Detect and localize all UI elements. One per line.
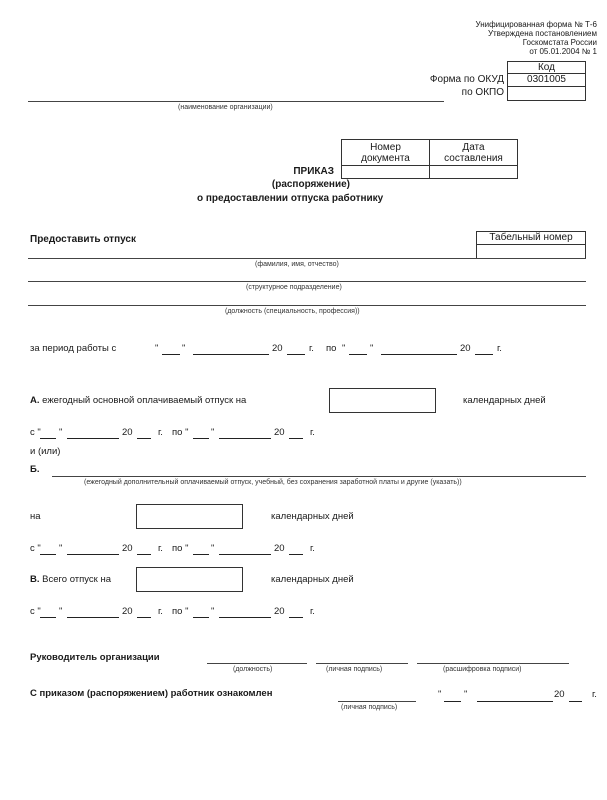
head-decoding-caption: (расшифровка подписи) [443, 666, 522, 673]
section-a-from-month[interactable] [67, 438, 119, 439]
grant-leave-label: Предоставить отпуск [30, 234, 136, 245]
head-of-organization-label: Руководитель организации [30, 652, 160, 663]
department-caption: (структурное подразделение) [246, 284, 342, 291]
section-a-to-year[interactable] [289, 438, 303, 439]
acquainted-month[interactable] [477, 701, 553, 702]
period-to-month[interactable] [381, 354, 457, 355]
period-from-month[interactable] [193, 354, 269, 355]
authority-text: Госкомстата России [522, 38, 597, 47]
period-to-day[interactable] [349, 354, 367, 355]
doc-date-field[interactable] [429, 165, 518, 179]
doc-date-header: Дата составления [429, 139, 518, 166]
section-a-days-label: календарных дней [463, 395, 546, 406]
doc-number-header: Номер документа [341, 139, 430, 166]
section-v-letter: В. [30, 574, 40, 585]
department-field[interactable] [28, 281, 586, 282]
section-a-from-year[interactable] [137, 438, 151, 439]
code-header-cell: Код [507, 61, 586, 74]
section-b-letter: Б. [30, 464, 40, 475]
okud-label: Форма по ОКУД [429, 74, 504, 85]
okpo-code-cell[interactable] [507, 86, 586, 101]
approved-text: Утверждена постановлением [487, 29, 597, 38]
section-a-to-month[interactable] [219, 438, 271, 439]
section-b-type-field[interactable] [52, 476, 586, 477]
section-b-to-month[interactable] [219, 554, 271, 555]
fio-field[interactable] [28, 258, 586, 259]
head-signature-decoding-field[interactable] [417, 663, 569, 664]
organization-caption: (наименование организации) [178, 104, 273, 111]
section-v-from-year[interactable] [137, 617, 151, 618]
organization-name-field[interactable] [28, 101, 444, 102]
fio-caption: (фамилия, имя, отчество) [255, 261, 339, 268]
section-b-to-day[interactable] [193, 554, 209, 555]
form-header-info [475, 20, 597, 56]
doc-number-field[interactable] [341, 165, 430, 179]
head-signature-caption: (личная подпись) [326, 666, 383, 673]
head-signature-field[interactable] [316, 663, 408, 664]
section-b-from-month[interactable] [67, 554, 119, 555]
section-b-days-label: календарных дней [271, 511, 354, 522]
section-b-to-year[interactable] [289, 554, 303, 555]
form-name: Унифицированная форма № Т-6 [475, 20, 597, 29]
section-v-from-day[interactable] [40, 617, 56, 618]
section-v-days-label: календарных дней [271, 574, 354, 585]
work-period-label: за период работы с [30, 343, 117, 354]
acquainted-label: С приказом (распоряжением) работник ознакомлен [30, 688, 273, 699]
section-a-to-day[interactable] [193, 438, 209, 439]
section-a-label: А. ежегодный основной оплачиваемый отпуск на [30, 395, 247, 406]
period-to-year[interactable] [475, 354, 493, 355]
okpo-label: по ОКПО [461, 87, 504, 98]
tab-number-header: Табельный номер [476, 231, 586, 245]
section-a-days-input[interactable] [329, 388, 436, 413]
section-v-to-day[interactable] [193, 617, 209, 618]
section-v-to-year[interactable] [289, 617, 303, 618]
section-b-from-year[interactable] [137, 554, 151, 555]
okud-code-cell[interactable] [507, 73, 586, 87]
section-b-from-day[interactable] [40, 554, 56, 555]
order-subject: о предоставлении отпуска работнику [197, 193, 384, 204]
okud-value: 0301005 [527, 74, 566, 85]
tab-number-field[interactable] [476, 244, 586, 259]
period-from-year[interactable] [287, 354, 305, 355]
section-b-caption: (ежегодный дополнительный оплачиваемый отпуск, учебный, без сохранения заработной платы и другие (указать)) [84, 479, 462, 486]
position-caption: (должность (специальность, профессия)) [225, 308, 360, 315]
section-v-to-month[interactable] [219, 617, 271, 618]
order-subtitle: (распоряжение) [271, 179, 350, 190]
period-from-day[interactable] [162, 354, 180, 355]
employee-signature-field[interactable] [338, 701, 416, 702]
order-title: ПРИКАЗ [293, 166, 334, 177]
head-position-caption: (должность) [233, 666, 273, 673]
employee-signature-caption: (личная подпись) [341, 704, 398, 711]
section-v-from-month[interactable] [67, 617, 119, 618]
acquainted-year[interactable] [569, 701, 582, 702]
section-a-letter: А. [30, 395, 40, 406]
section-v-label: В. Всего отпуск на [30, 574, 111, 585]
head-position-field[interactable] [207, 663, 307, 664]
section-b-days-input[interactable] [136, 504, 243, 529]
acquainted-day[interactable] [444, 701, 461, 702]
section-v-days-input[interactable] [136, 567, 243, 592]
section-b-on-label: на [30, 511, 41, 522]
section-a-from-day[interactable] [40, 438, 56, 439]
position-field[interactable] [28, 305, 586, 306]
and-or-label: и (или) [30, 446, 61, 457]
approval-date: от 05.01.2004 № 1 [529, 47, 597, 56]
